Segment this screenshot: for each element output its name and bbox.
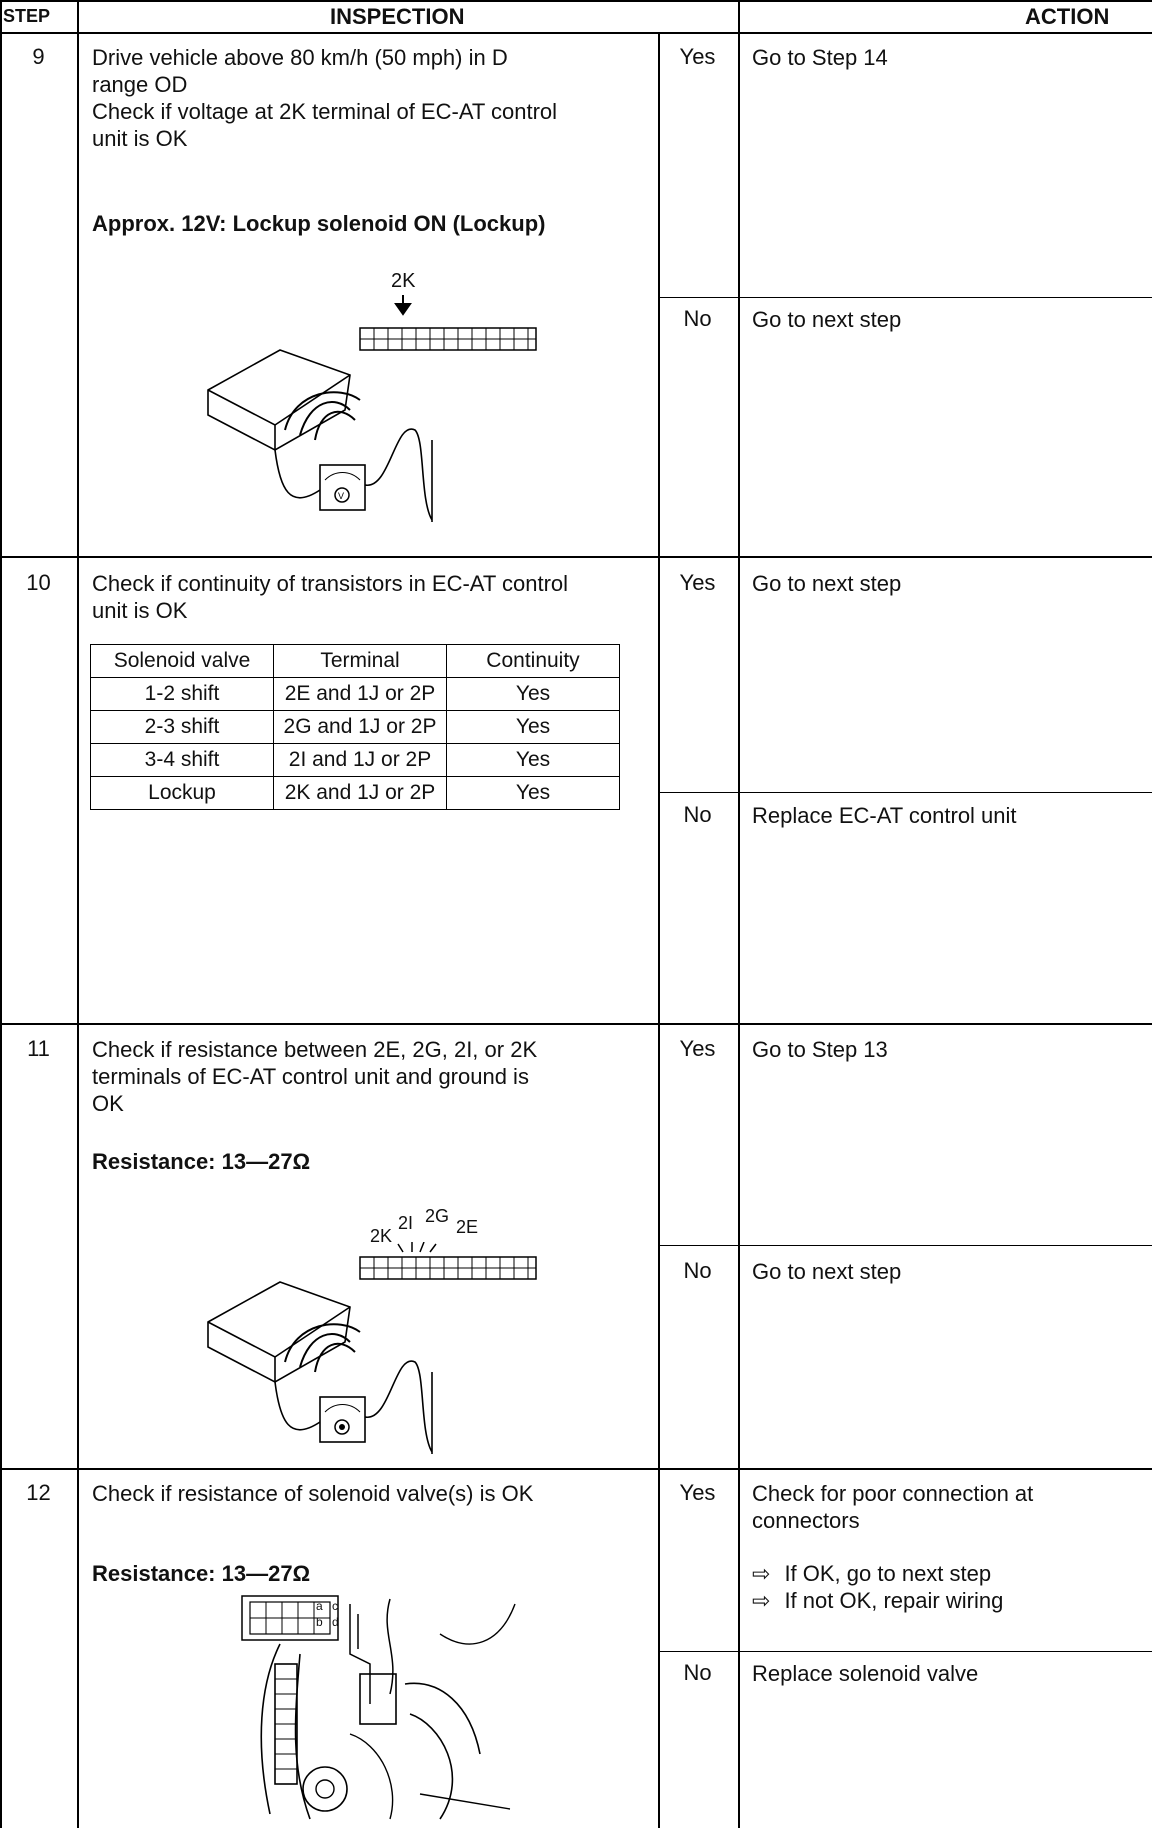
table-cell: 2K and 1J or 2P (274, 777, 447, 810)
table-cell: 2G and 1J or 2P (274, 711, 447, 744)
table-cell: Yes (447, 711, 620, 744)
terminal-label: 2I (398, 1213, 414, 1233)
table-cell: 2-3 shift (91, 711, 274, 744)
terminal-label: 2E (456, 1217, 479, 1237)
table-cell: 1-2 shift (91, 678, 274, 711)
no-action: Replace solenoid valve (752, 1661, 979, 1686)
table-cell: Yes (447, 678, 620, 711)
yes-label: Yes (679, 570, 716, 595)
table-cell: 3-4 shift (91, 744, 274, 777)
yes-no-divider (658, 297, 1152, 298)
row-divider (0, 1468, 1152, 1470)
yes-label: Yes (679, 44, 716, 69)
header-inspection: INSPECTION (330, 4, 465, 29)
action-column-divider (738, 0, 740, 1828)
step-column-divider (77, 0, 79, 1828)
table-cell: 2I and 1J or 2P (274, 744, 447, 777)
header-step: STEP (3, 6, 51, 26)
arrow-right-icon: ⇨ (752, 1588, 771, 1613)
table-border-left (0, 0, 2, 1828)
table-header: Continuity (447, 645, 620, 678)
table-cell: 2E and 1J or 2P (274, 678, 447, 711)
terminal-label: 2K (391, 270, 416, 292)
no-action: Go to next step (752, 307, 902, 332)
yes-action: Go to Step 14 (752, 45, 888, 70)
no-label: No (683, 1660, 712, 1685)
inspection-text: Check if resistance between 2E, 2G, 2I, or 2K terminals of EC-AT control unit and ground is OK (92, 1037, 538, 1116)
step-number: 11 (27, 1036, 50, 1061)
spec-text: Approx. 12V: Lockup solenoid ON (Lockup) (92, 211, 546, 236)
table-cell: Yes (447, 777, 620, 810)
result-column-divider (658, 34, 660, 1828)
row-divider (0, 1023, 1152, 1025)
table-row (91, 711, 620, 744)
no-label: No (683, 1258, 712, 1283)
step-number: 9 (32, 44, 45, 69)
yes-label: Yes (679, 1036, 716, 1061)
control-unit-diagram (200, 1242, 560, 1472)
inspection-text: Check if continuity of transistors in EC-AT control unit is OK (92, 571, 569, 623)
no-action: Go to next step (752, 1259, 902, 1284)
yes-no-divider (658, 792, 1152, 793)
action-bullet-text: If not OK, repair wiring (784, 1588, 1004, 1613)
solenoid-continuity-table (90, 644, 620, 810)
action-bullet-text: If OK, go to next step (784, 1561, 992, 1586)
no-label: No (683, 306, 712, 331)
yes-action: Go to next step (752, 571, 902, 596)
yes-action: Go to Step 13 (752, 1037, 888, 1062)
connector-pin-label: b (316, 1615, 323, 1629)
action-bullet (752, 1587, 1142, 1614)
table-header-row (91, 645, 620, 678)
header-divider (0, 32, 1152, 34)
header-action: ACTION (1025, 4, 1110, 29)
terminal-label: 2G (425, 1206, 450, 1226)
table-cell: Yes (447, 744, 620, 777)
yes-no-divider (658, 1651, 1152, 1652)
action-bullet (752, 1560, 1142, 1587)
no-action: Replace EC-AT control unit (752, 803, 1017, 828)
arrow-right-icon: ⇨ (752, 1561, 771, 1586)
control-unit-diagram (200, 290, 560, 530)
solenoid-location-diagram (240, 1594, 520, 1826)
spec-text: Resistance: 13—27Ω (92, 1149, 311, 1174)
yes-action: Check for poor connection at connectors (752, 1481, 1034, 1533)
table-row (91, 678, 620, 711)
table-row (91, 777, 620, 810)
yes-no-divider (658, 1245, 1152, 1246)
inspection-text: Check if resistance of solenoid valve(s) is OK (92, 1481, 534, 1506)
no-label: No (683, 802, 712, 827)
table-row (91, 744, 620, 777)
step-number: 10 (26, 570, 51, 595)
step-number: 12 (26, 1480, 51, 1505)
terminal-label: 2K (370, 1226, 393, 1246)
table-header: Solenoid valve (91, 645, 274, 678)
table-cell: Lockup (91, 777, 274, 810)
svg-text:V: V (338, 491, 345, 501)
connector-pin-label: d (332, 1615, 339, 1629)
table-border-top (0, 0, 1152, 2)
connector-pin-label: c (332, 1599, 338, 1613)
row-divider (0, 556, 1152, 558)
inspection-text: Drive vehicle above 80 km/h (50 mph) in D range OD Check if voltage at 2K terminal of EC-AT control unit is OK (92, 45, 558, 151)
yes-label: Yes (679, 1480, 716, 1505)
connector-pin-label: a (316, 1599, 323, 1613)
table-header: Terminal (274, 645, 447, 678)
spec-text: Resistance: 13—27Ω (92, 1561, 311, 1586)
